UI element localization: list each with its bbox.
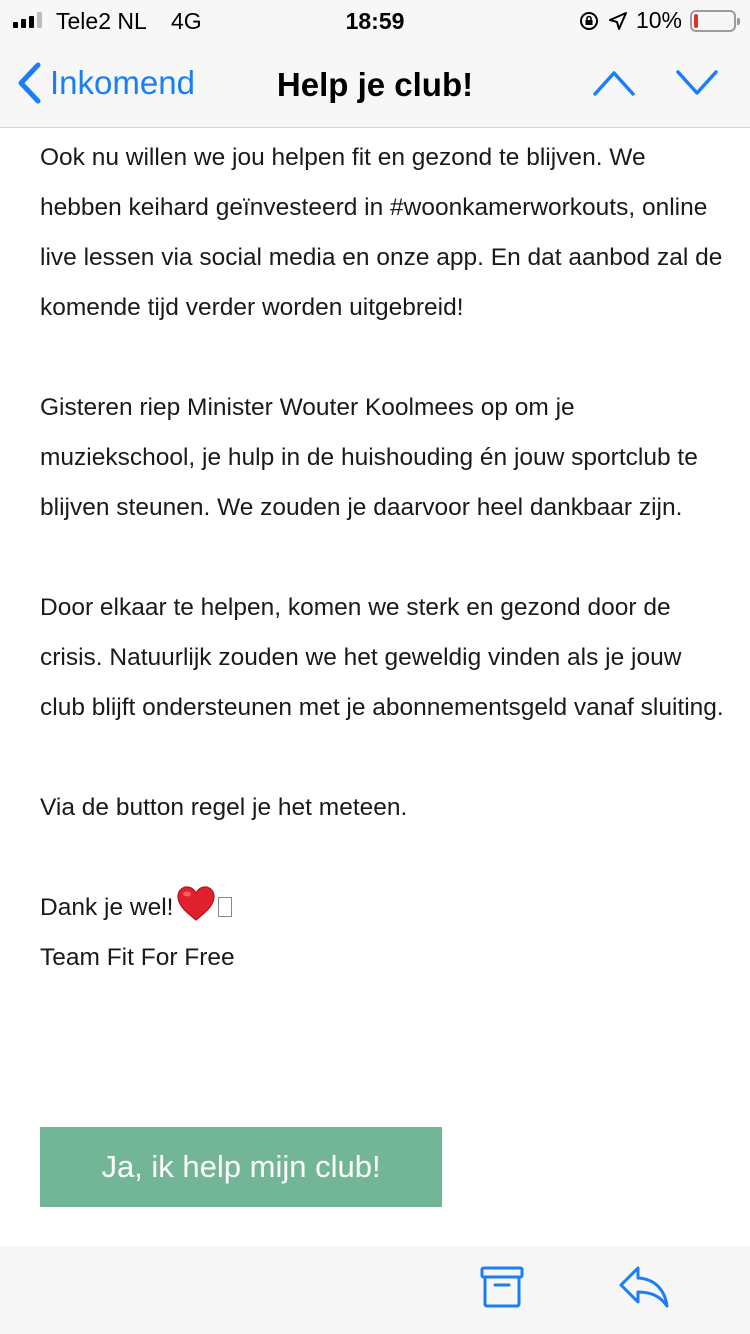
body-paragraph: Via de button regel je het meteen. bbox=[40, 794, 408, 821]
bottom-toolbar bbox=[0, 1246, 750, 1334]
carrier-name: Tele2 NL bbox=[56, 8, 147, 34]
network-type: 4G bbox=[171, 8, 202, 34]
navigation-bar bbox=[0, 40, 750, 128]
body-paragraph: Gisteren riep Minister Wouter Koolmees op om je muziekschool, je hulp in de huishouding én jouw sportclub te blijven steunen. We zouden je daarvoor heel dankbaar zijn. bbox=[40, 394, 698, 521]
clock: 18:59 bbox=[345, 8, 405, 34]
status-bar bbox=[0, 0, 750, 40]
heart-icon bbox=[177, 886, 215, 922]
body-paragraph: Door elkaar te helpen, komen we sterk en gezond door de crisis. Natuurlijk zouden we het geweldig vinden als je jouw club blijft ondersteunen met je abonnementsgeld vanaf sluiting. bbox=[40, 594, 724, 721]
missing-glyph-icon bbox=[218, 897, 232, 917]
message-subject: Help je club! bbox=[276, 66, 474, 103]
status-right bbox=[578, 7, 736, 34]
battery-percentage: 10% bbox=[635, 7, 682, 33]
battery-icon bbox=[690, 10, 736, 32]
previous-message-button[interactable] bbox=[592, 68, 636, 98]
signoff-text: Dank je wel! bbox=[40, 894, 174, 921]
reply-icon[interactable] bbox=[618, 1265, 670, 1309]
message-body bbox=[40, 128, 730, 983]
battery-level bbox=[694, 14, 698, 28]
next-message-button[interactable] bbox=[675, 68, 719, 98]
orientation-lock-icon bbox=[578, 10, 600, 32]
signature: Team Fit For Free bbox=[40, 944, 235, 971]
archive-icon[interactable] bbox=[480, 1266, 524, 1308]
back-button-label: Inkomend bbox=[50, 64, 195, 101]
signoff-line bbox=[40, 883, 730, 933]
location-icon bbox=[608, 11, 628, 31]
body-paragraph: Ook nu willen we jou helpen fit en gezond te blijven. We hebben keihard geïnvesteerd in #woonkamerworkouts, online live lessen via social media en onze app. En dat aanbod zal de komende tijd verder worden uitgebreid! bbox=[40, 144, 723, 321]
help-club-button[interactable]: Ja, ik help mijn club! bbox=[40, 1127, 442, 1207]
